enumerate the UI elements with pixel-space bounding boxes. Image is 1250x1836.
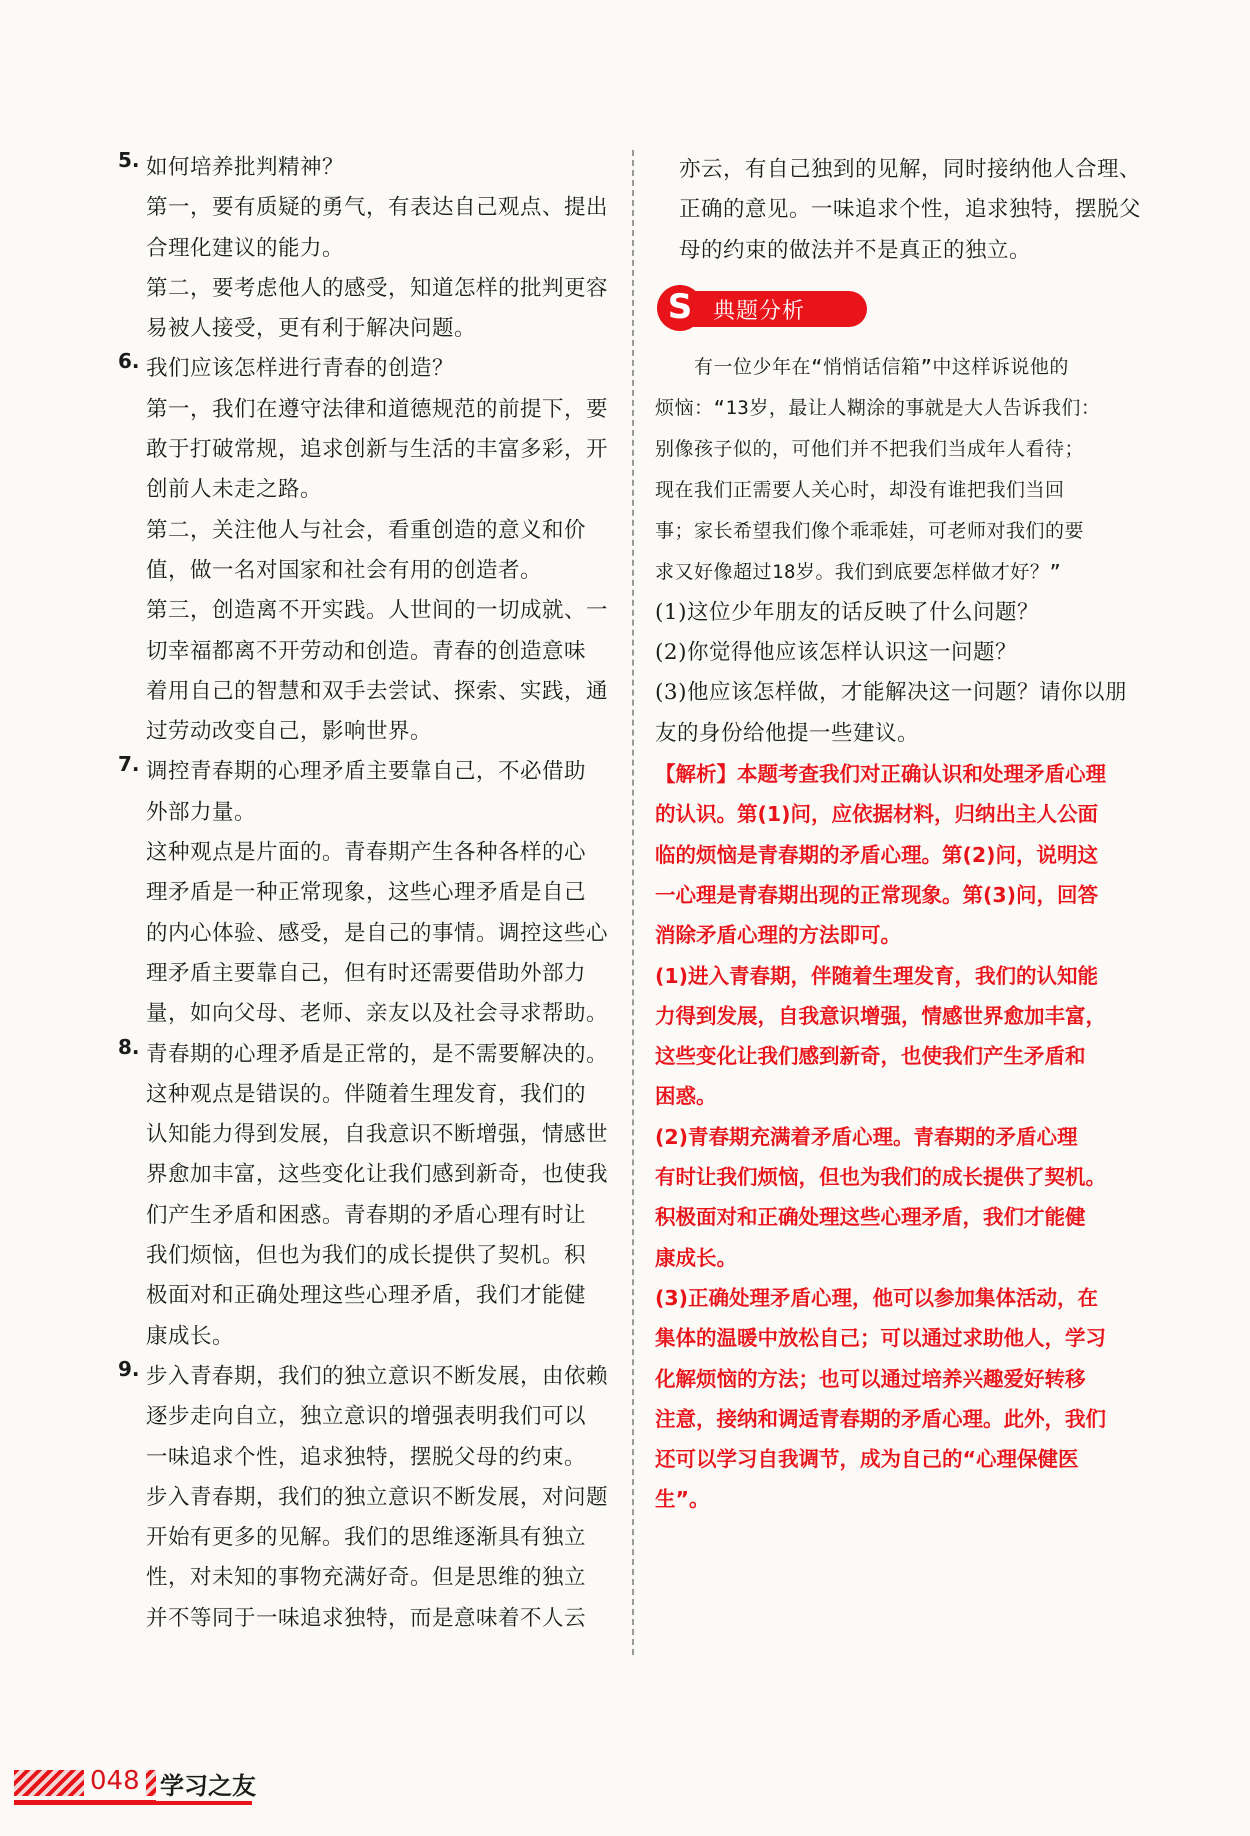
question-item: [118, 1356, 622, 1639]
answer-text: 理矛盾主要靠自己，但有时还需要借助外部力: [146, 960, 587, 986]
answer-line: 生”。: [655, 1487, 710, 1512]
answer-line: 集体的温暖中放松自己；可以通过求助他人，学习: [655, 1326, 1106, 1351]
answer-text: 过劳动改变自己，影响世界。: [146, 719, 433, 745]
question-number: 6.: [118, 349, 140, 374]
case-text: 求又好像超过18岁。我们到底要怎样做才好？”: [655, 560, 1062, 583]
question-item: [118, 1034, 622, 1357]
question-number: 9.: [118, 1356, 140, 1381]
answer-text: 界愈加丰富，这些变化让我们感到新奇，也使我: [146, 1162, 609, 1188]
question-text: 如何培养批判精神？: [146, 155, 345, 180]
answer-text: 创前人未走之路。: [146, 477, 323, 503]
answer-line: 有时让我们烦恼，但也为我们的成长提供了契机。: [655, 1165, 1106, 1190]
publication-brand: 学习之友: [156, 1766, 260, 1801]
answer-text: 第二，关注他人与社会，看重创造的意义和价: [146, 517, 587, 543]
answer-line: 还可以学习自我调节，成为自己的“心理保健医: [655, 1447, 1079, 1472]
question-item: [118, 148, 622, 349]
analysis-line: [655, 875, 1150, 915]
answer-text: 开始有更多的见解。我们的思维逐渐具有独立: [146, 1525, 587, 1551]
answer-line: 化解烦恼的方法；也可以通过培养兴趣爱好转移: [655, 1366, 1086, 1391]
sub-question: (3)他应该怎样做，才能解决这一问题？请你以朋: [655, 680, 1127, 706]
swirl-glyph: S: [667, 286, 693, 327]
answer-text: 着用自己的智慧和双手去尝试、探索、实践，通: [146, 678, 609, 704]
analysis-line: [655, 835, 1150, 875]
answer-text: 第一，要有质疑的勇气，有表达自己观点、提出: [146, 195, 609, 221]
answer-text: 极面对和正确处理这些心理矛盾，我们才能健: [146, 1283, 587, 1309]
answer-text: 步入青春期，我们的独立意识不断发展，对问题: [146, 1484, 609, 1510]
red-swirl-icon: [657, 285, 703, 331]
answer-text: 我们烦恼，但也为我们的成长提供了契机。积: [146, 1243, 587, 1269]
case-text: 别像孩子似的，可他们并不把我们当成年人看待；: [655, 437, 1085, 460]
case-text: 有一位少年在“悄悄话信箱”中这样诉说他的: [655, 355, 1069, 378]
answer-text: 易被人接受，更有利于解决问题。: [146, 316, 477, 342]
answer-text: 合理化建议的能力。: [146, 235, 345, 261]
answer-text: 认知能力得到发展，自我意识不断增强，情感世: [146, 1122, 609, 1148]
question-text: 我们应该怎样进行青春的创造？: [146, 356, 455, 382]
continued-answer: 母的约束的做法并不是真正的独立。: [679, 237, 1032, 263]
left-column: [118, 148, 622, 1639]
answer-text: 并不等同于一味追求独特，而是意味着不人云: [146, 1605, 587, 1631]
answer-text: 第二，要考虑他人的感受，知道怎样的批判更容: [146, 275, 609, 301]
case-text: 现在我们正需要人关心时，却没有谁把我们当回: [655, 478, 1065, 501]
question-number: 7.: [118, 752, 140, 777]
sub-question: (1)这位少年朋友的话反映了什么问题？: [655, 599, 1039, 625]
answer-text: 康成长。: [146, 1323, 235, 1349]
question-text: 青春期的心理矛盾是正常的，是不需要解决的。: [146, 1041, 609, 1067]
question-item: [118, 752, 622, 1034]
sub-question: (2)你觉得他应该怎样认识这一问题？: [655, 640, 1017, 666]
page-footer: [0, 1760, 300, 1820]
section-header: [655, 283, 1150, 341]
answer-text: 敢于打破常规，追求创新与生活的丰富多彩，开: [146, 437, 609, 463]
answer-line: (1)进入青春期，伴随着生理发育，我们的认知能: [655, 963, 1099, 988]
column-divider: [632, 150, 634, 1655]
case-text: 烦恼：“13岁，最让人糊涂的事就是大人告诉我们：: [655, 396, 1101, 419]
sub-question: 友的身份给他提一些建议。: [655, 720, 920, 746]
analysis-label: 【解析】: [655, 762, 737, 787]
answer-text: 们产生矛盾和困惑。青春期的矛盾心理有时让: [146, 1202, 587, 1228]
question-item: [118, 349, 622, 752]
analysis-text: 临的烦恼是青春期的矛盾心理。第(2)问，说明这: [655, 842, 1099, 867]
answer-line: 注意，接纳和调适青春期的矛盾心理。此外，我们: [655, 1406, 1106, 1431]
answer-text: 量，如向父母、老师、亲友以及社会寻求帮助。: [146, 1001, 609, 1027]
question-text: 外部力量。: [146, 799, 257, 825]
question-number: 5.: [118, 148, 140, 172]
answer-line: 积极面对和正确处理这些心理矛盾，我们才能健: [655, 1205, 1086, 1230]
analysis-text: 本题考查我们对正确认识和处理矛盾心理: [737, 762, 1106, 787]
section-title: 典题分析: [713, 298, 806, 324]
answer-line: 力得到发展，自我意识增强，情感世界愈加丰富，: [655, 1003, 1106, 1028]
answer-text: 值，做一名对国家和社会有用的创造者。: [146, 557, 543, 583]
page-number: 048: [84, 1766, 146, 1796]
answer-line: 困惑。: [655, 1084, 717, 1109]
answer-text: 这种观点是错误的。伴随着生理发育，我们的: [146, 1081, 587, 1107]
analysis-line: [655, 915, 1150, 955]
answer-text: 的内心体验、感受，是自己的事情。调控这些心: [146, 920, 609, 946]
case-text: 事；家长希望我们像个乖乖娃，可老师对我们的要: [655, 519, 1085, 542]
answer-text: 性，对未知的事物充满好奇。但是思维的独立: [146, 1565, 587, 1591]
question-text: 调控青春期的心理矛盾主要靠自己，不必借助: [146, 759, 587, 785]
answer-line: 康成长。: [655, 1245, 737, 1270]
answer-line: 这些变化让我们感到新奇，也使我们产生矛盾和: [655, 1044, 1086, 1069]
answer-text: 第三，创造离不开实践。人世间的一切成就、一: [146, 598, 609, 624]
question-text: 步入青春期，我们的独立意识不断发展，由依赖: [146, 1363, 609, 1389]
question-text: 逐步走向自立，独立意识的增强表明我们可以: [146, 1404, 587, 1430]
answer-text: 这种观点是片面的。青春期产生各种各样的心: [146, 840, 587, 866]
analysis-line: [655, 794, 1150, 834]
answer-line: (3)正确处理矛盾心理，他可以参加集体活动，在: [655, 1285, 1099, 1310]
answer-text: 第一，我们在遵守法律和道德规范的前提下，要: [146, 396, 609, 422]
answer-line: (2)青春期充满着矛盾心理。青春期的矛盾心理: [655, 1124, 1078, 1149]
right-column: [655, 150, 1150, 1520]
question-number: 8.: [118, 1034, 140, 1059]
continued-answer: 亦云，有自己独到的见解，同时接纳他人合理、: [679, 157, 1142, 182]
analysis-line: [655, 754, 1150, 794]
analysis-text: 消除矛盾心理的方法即可。: [655, 923, 901, 948]
analysis-text: 的认识。第(1)问，应依据材料，归纳出主人公面: [655, 802, 1099, 827]
answer-text: 切幸福都离不开劳动和创造。青春的创造意味: [146, 638, 587, 664]
analysis-text: 一心理是青春期出现的正常现象。第(3)问，回答: [655, 882, 1099, 907]
continued-answer: 正确的意见。一味追求个性，追求独特，摆脱父: [679, 197, 1142, 223]
answer-text: 理矛盾是一种正常现象，这些心理矛盾是自己: [146, 880, 587, 906]
question-text: 一味追求个性，追求独特，摆脱父母的约束。: [146, 1444, 587, 1470]
